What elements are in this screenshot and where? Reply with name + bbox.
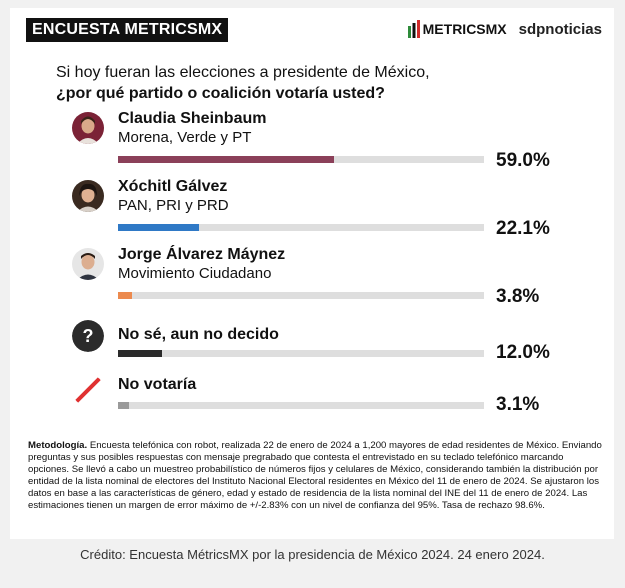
header-badge: ENCUESTA METRICSMX [26,18,228,42]
bar-undecided [118,350,162,357]
svg-text:?: ? [82,326,94,346]
bar-track [118,224,484,231]
bar-track [118,350,484,357]
option-party: Movimiento Ciudadano [118,265,272,282]
galvez-avatar-icon [72,180,104,212]
metricsmx-logo [407,20,507,38]
bar-galvez [118,224,199,231]
sheinbaum-avatar-icon [72,112,104,144]
value-label: 12.0% [496,342,550,363]
option-name: Claudia Sheinbaum [118,110,267,127]
question-line-2: ¿por qué partido o coalición votaría usted? [56,85,385,102]
value-label: 22.1% [496,218,550,239]
option-name: No sé, aun no decido [118,326,279,343]
bar-no-vote [118,402,129,409]
sdpnoticias-logo: sdpnoticias [518,20,602,38]
option-name: Xóchitl Gálvez [118,178,228,195]
bar-track [118,156,484,163]
maynez-avatar-icon [72,248,104,280]
option-party: PAN, PRI y PRD [118,197,229,214]
metricsmx-mark-icon [407,20,421,38]
methodology-label: Metodología. [28,440,88,451]
methodology-note [28,440,604,512]
bar-sheinbaum [118,156,334,163]
bar-track [118,292,484,299]
bar-track [118,402,484,409]
question-icon [72,320,104,352]
question-line-1: Si hoy fueran las elecciones a presidente de México, [56,64,430,81]
value-label: 59.0% [496,150,550,171]
image-credit: Crédito: Encuesta MétricsMX por la presidencia de México 2024. 24 enero 2024. [80,547,545,562]
option-name: No votaría [118,376,197,393]
option-party: Morena, Verde y PT [118,129,252,146]
survey-question [56,62,596,104]
poll-card [10,8,614,539]
bar-maynez [118,292,132,299]
logos [407,20,602,38]
value-label: 3.1% [496,394,540,415]
metricsmx-logo-text: METRICSMX [422,21,507,37]
value-label: 3.8% [496,286,540,307]
no-vote-slash-icon [72,374,104,406]
methodology-text: Encuesta telefónica con robot, realizada 22 de enero de 2024 a 1,200 mayores de edad residentes de México. Enviando preguntas y sus posibles respuestas con mensaje pregrabado que contesta el entrevistado en su teclado telefónico marcando opciones. Se llevó a cabo un muestreo probabilístico de números fijos y celulares de México, considerando también la distribución por entidad de la lista nominal de electores del Instituto Nacional Electoral residentes en México del 11 de enero de 2024. Se ajustaron los datos en base a las características de género, edad y estado de residencia de la lista nominal del INE del 11 de enero de 2024. Las estimaciones tienen un margen de error máximo de +/-2.83% con un nivel de confianza del 95%. Tasa de rechazo 98.6%. [28,440,602,511]
option-name: Jorge Álvarez Máynez [118,246,286,263]
